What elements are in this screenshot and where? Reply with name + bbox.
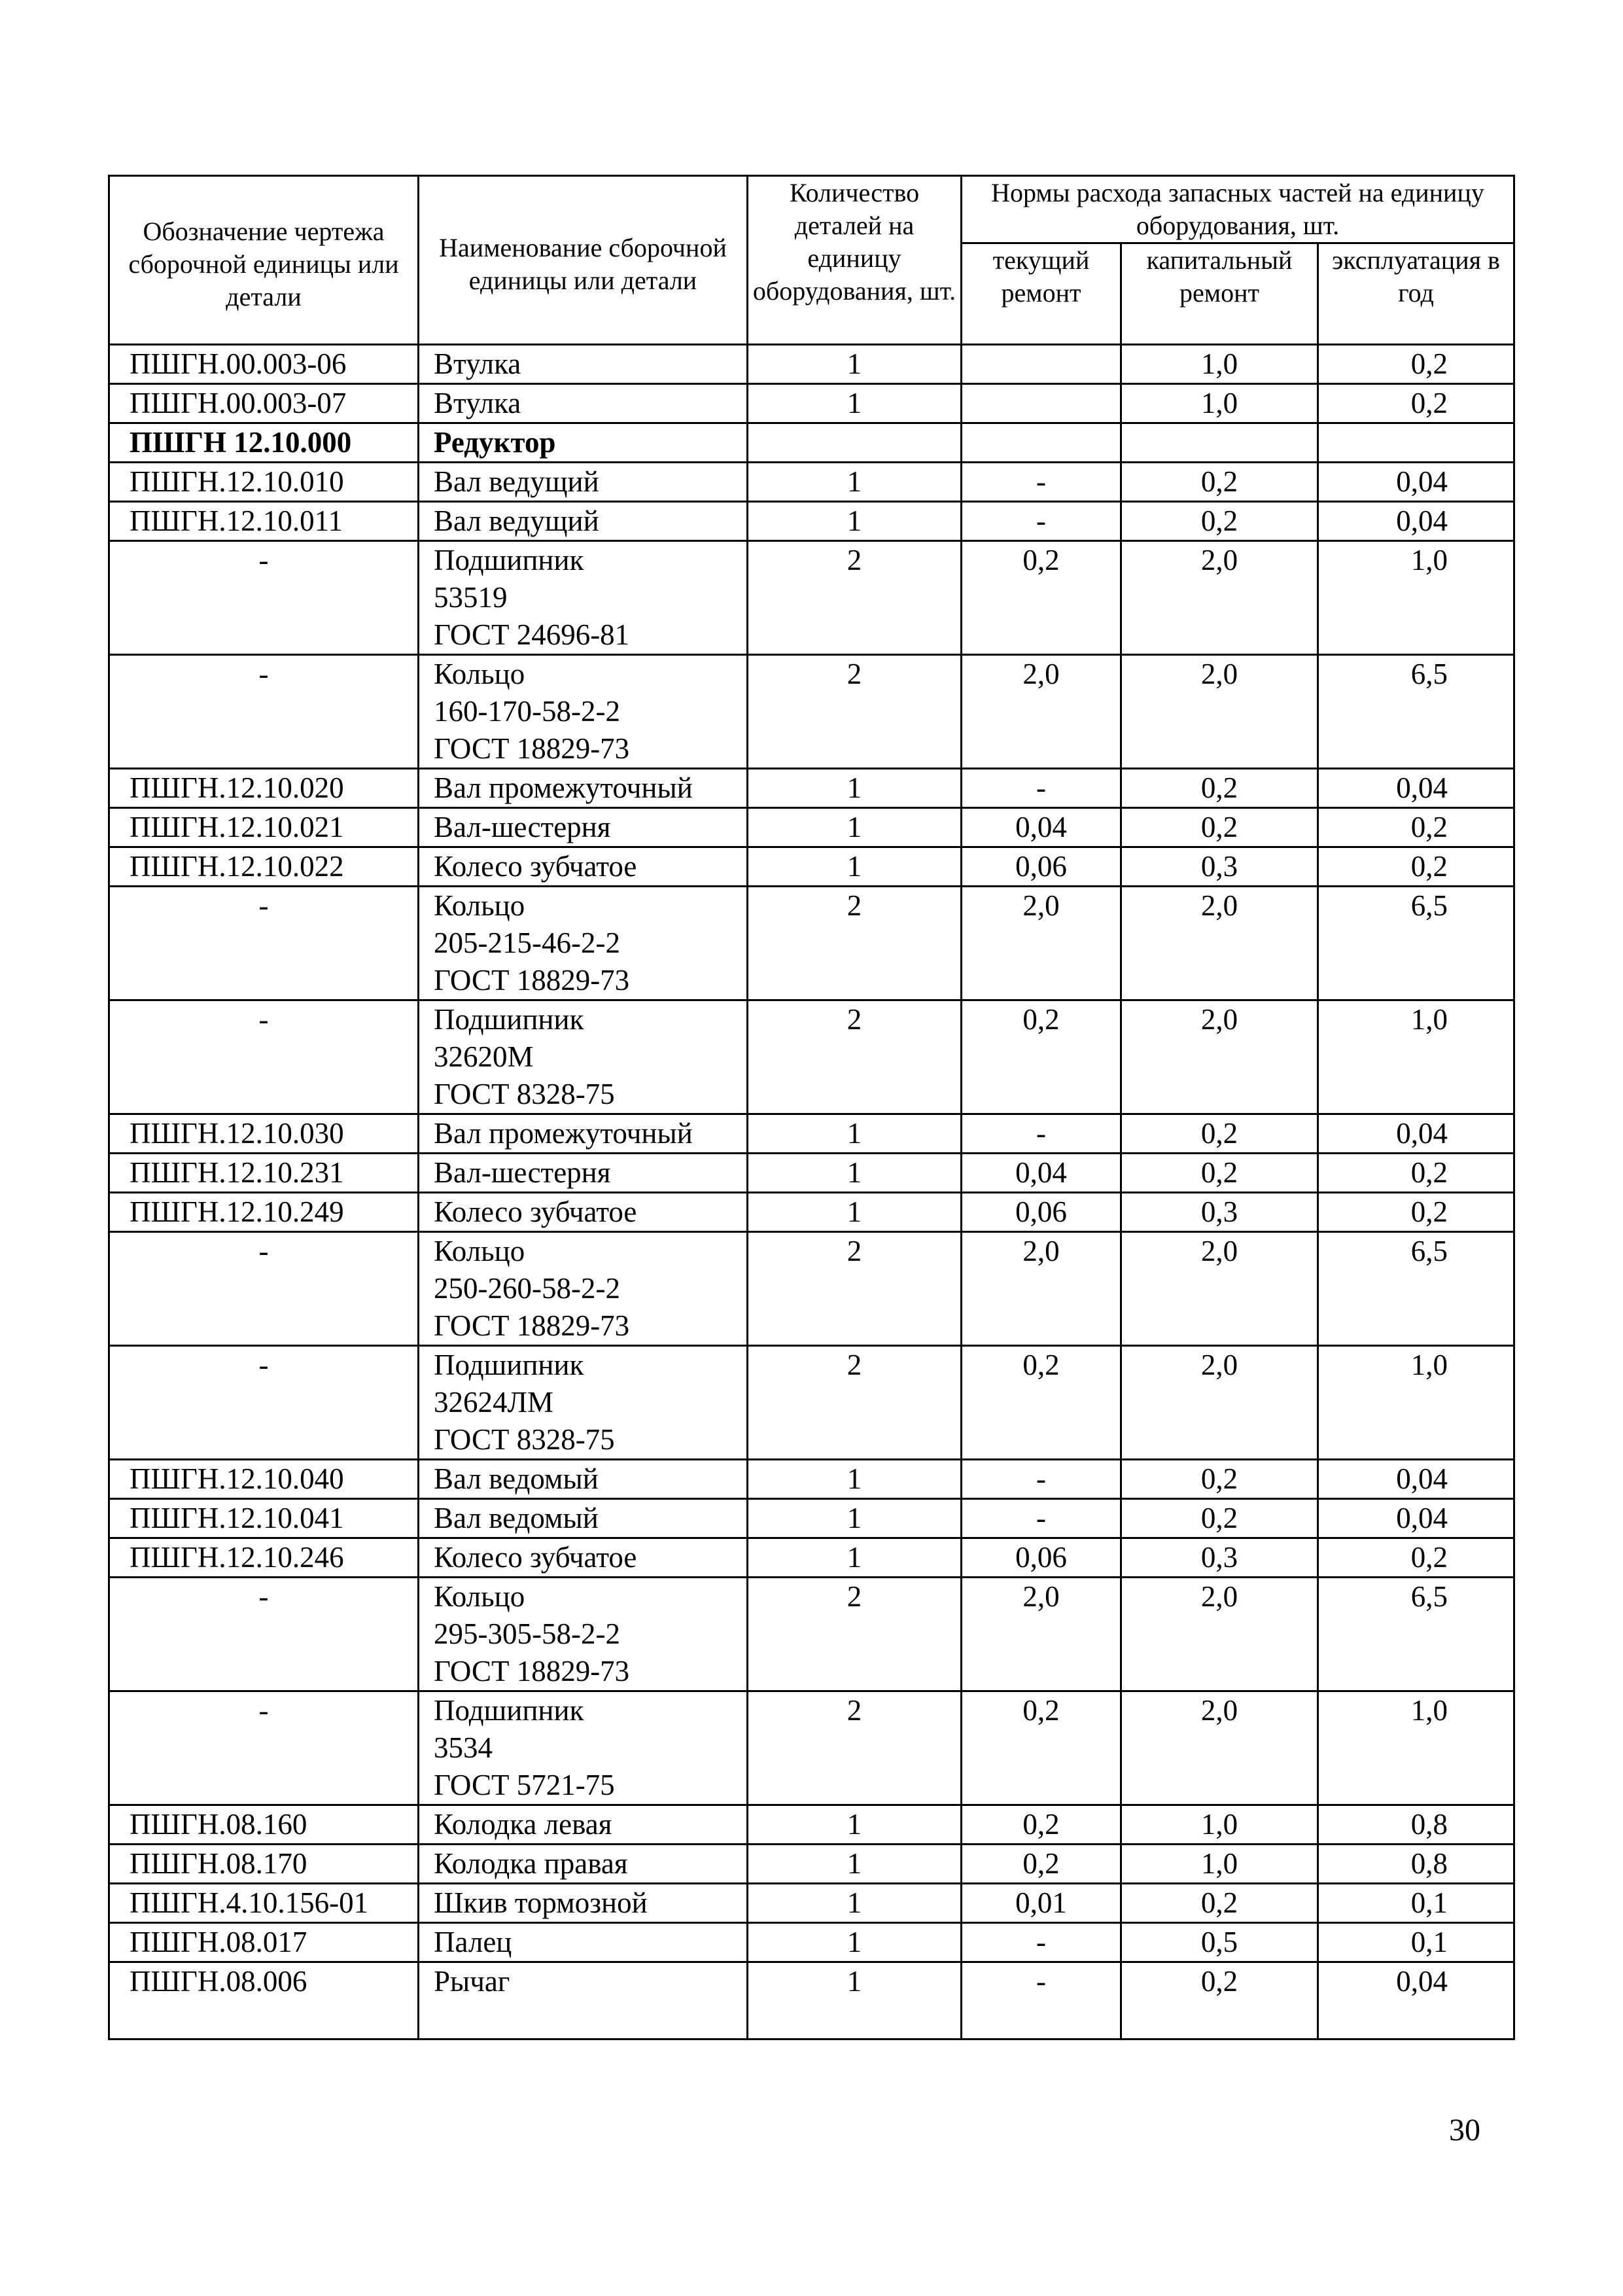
item-name-cell	[419, 1499, 748, 1538]
item-name-cell	[419, 384, 748, 423]
item-name-line: Колесо зубчатое	[434, 850, 637, 883]
quantity-cell: 1	[748, 1499, 962, 1538]
item-name-cell	[419, 1805, 748, 1845]
table-body	[109, 345, 1514, 2040]
operation-per-year-cell: 1,0	[1318, 541, 1514, 655]
item-name-line: 250-260-58-2-2	[434, 1272, 620, 1305]
current-repair-cell: 0,2	[962, 1000, 1121, 1114]
quantity-cell: 2	[748, 541, 962, 655]
capital-repair-cell: 0,2	[1121, 1884, 1318, 1923]
drawing-code-cell: -	[109, 655, 419, 769]
drawing-code-cell: ПШГН.12.10.021	[109, 808, 419, 847]
capital-repair-cell: 2,0	[1121, 1000, 1318, 1114]
item-name-cell	[419, 887, 748, 1000]
quantity-cell: 1	[748, 847, 962, 887]
header-item-name: Наименование сборочной единицы или детали	[419, 176, 748, 345]
current-repair-cell: 0,2	[962, 1691, 1121, 1805]
item-name-line: Кольцо	[434, 889, 525, 922]
item-name-line: 205-215-46-2-2	[434, 927, 620, 959]
drawing-code-cell: ПШГН 12.10.000	[109, 423, 419, 463]
capital-repair-cell: 2,0	[1121, 887, 1318, 1000]
item-name-line: Подшипник	[434, 1349, 584, 1381]
drawing-code-cell: ПШГН.00.003-06	[109, 345, 419, 384]
current-repair-cell	[962, 384, 1121, 423]
quantity-cell: 2	[748, 1000, 962, 1114]
item-name-line: Кольцо	[434, 658, 525, 690]
operation-per-year-cell: 1,0	[1318, 1000, 1514, 1114]
operation-per-year-cell: 0,04	[1318, 1114, 1514, 1154]
item-name-cell	[419, 345, 748, 384]
drawing-code-cell: ПШГН.08.160	[109, 1805, 419, 1845]
item-name-line: ГОСТ 18829-73	[434, 732, 630, 765]
table-row	[109, 1845, 1514, 1884]
item-name-cell	[419, 1845, 748, 1884]
table-row	[109, 384, 1514, 423]
drawing-code-cell: ПШГН.12.10.030	[109, 1114, 419, 1154]
item-name-line: Колесо зубчатое	[434, 1541, 637, 1574]
current-repair-cell: 0,2	[962, 1346, 1121, 1460]
quantity-cell: 2	[748, 1691, 962, 1805]
item-name-line: Подшипник	[434, 1694, 584, 1727]
item-name-line: ГОСТ 18829-73	[434, 1655, 630, 1687]
current-repair-cell: -	[962, 1962, 1121, 2040]
table-row	[109, 1232, 1514, 1346]
operation-per-year-cell: 0,04	[1318, 463, 1514, 502]
item-name-line: Вал промежуточный	[434, 771, 693, 804]
drawing-code-cell: -	[109, 1346, 419, 1460]
item-name-cell	[419, 1346, 748, 1460]
drawing-code-cell: -	[109, 887, 419, 1000]
item-name-line: Вал ведущий	[434, 465, 599, 498]
item-name-line: Рычаг	[434, 1965, 510, 1998]
operation-per-year-cell: 0,2	[1318, 1193, 1514, 1232]
item-name-line: 53519	[434, 581, 508, 614]
capital-repair-cell: 0,3	[1121, 1193, 1318, 1232]
table-row	[109, 1962, 1514, 2040]
capital-repair-cell: 2,0	[1121, 655, 1318, 769]
operation-per-year-cell: 0,2	[1318, 345, 1514, 384]
capital-repair-cell: 2,0	[1121, 541, 1318, 655]
item-name-line: Подшипник	[434, 544, 584, 576]
current-repair-cell: 2,0	[962, 1232, 1121, 1346]
drawing-code-cell: ПШГН.12.10.231	[109, 1154, 419, 1193]
table-row	[109, 1884, 1514, 1923]
drawing-code-cell: ПШГН.12.10.040	[109, 1460, 419, 1499]
quantity-cell: 2	[748, 887, 962, 1000]
operation-per-year-cell: 0,1	[1318, 1923, 1514, 1962]
current-repair-cell: -	[962, 769, 1121, 808]
drawing-code-cell: -	[109, 1232, 419, 1346]
drawing-code-cell: ПШГН.12.10.011	[109, 502, 419, 541]
current-repair-cell: 0,2	[962, 541, 1121, 655]
item-name-cell	[419, 1000, 748, 1114]
item-name-cell	[419, 423, 748, 463]
item-name-line: 3534	[434, 1731, 493, 1764]
current-repair-cell: -	[962, 1499, 1121, 1538]
capital-repair-cell: 2,0	[1121, 1232, 1318, 1346]
operation-per-year-cell: 0,04	[1318, 1962, 1514, 2040]
quantity-cell: 1	[748, 1154, 962, 1193]
drawing-code-cell: ПШГН.12.10.041	[109, 1499, 419, 1538]
capital-repair-cell: 0,2	[1121, 808, 1318, 847]
item-name-line: Колесо зубчатое	[434, 1195, 637, 1228]
operation-per-year-cell: 1,0	[1318, 1691, 1514, 1805]
item-name-cell	[419, 1691, 748, 1805]
item-name-line: Колодка левая	[434, 1808, 612, 1841]
item-name-cell	[419, 1154, 748, 1193]
capital-repair-cell: 0,2	[1121, 1460, 1318, 1499]
item-name-cell	[419, 541, 748, 655]
drawing-code-cell: ПШГН.12.10.022	[109, 847, 419, 887]
table-row	[109, 463, 1514, 502]
quantity-cell: 2	[748, 1346, 962, 1460]
quantity-cell: 2	[748, 1578, 962, 1691]
item-name-line: Вал промежуточный	[434, 1117, 693, 1150]
item-name-line: Шкив тормозной	[434, 1886, 648, 1919]
current-repair-cell: 0,2	[962, 1805, 1121, 1845]
item-name-line: Кольцо	[434, 1235, 525, 1267]
table-row	[109, 1923, 1514, 1962]
quantity-cell: 1	[748, 1845, 962, 1884]
current-repair-cell: 0,01	[962, 1884, 1121, 1923]
drawing-code-cell: ПШГН.12.10.010	[109, 463, 419, 502]
header-capital-repair: капитальный ремонт	[1121, 243, 1318, 345]
header-consumption-norms: Нормы расхода запасных частей на единицу оборудования, шт.	[962, 176, 1514, 243]
quantity-cell: 1	[748, 1962, 962, 2040]
table-row	[109, 808, 1514, 847]
current-repair-cell: 0,06	[962, 1538, 1121, 1578]
item-name-line: Втулка	[434, 387, 521, 419]
item-name-line: 32620М	[434, 1040, 534, 1073]
operation-per-year-cell: 0,2	[1318, 847, 1514, 887]
capital-repair-cell	[1121, 423, 1318, 463]
capital-repair-cell: 0,2	[1121, 502, 1318, 541]
drawing-code-cell: -	[109, 541, 419, 655]
item-name-line: ГОСТ 24696-81	[434, 618, 630, 651]
table-row	[109, 1805, 1514, 1845]
table-row	[109, 769, 1514, 808]
item-name-cell	[419, 769, 748, 808]
quantity-cell: 1	[748, 345, 962, 384]
header-quantity: Количество деталей на единицу оборудования, шт.	[748, 176, 962, 345]
operation-per-year-cell: 0,2	[1318, 384, 1514, 423]
drawing-code-cell: ПШГН.08.170	[109, 1845, 419, 1884]
item-name-line: ГОСТ 5721-75	[434, 1769, 615, 1801]
item-name-cell	[419, 847, 748, 887]
current-repair-cell: 0,2	[962, 1845, 1121, 1884]
capital-repair-cell: 1,0	[1121, 1805, 1318, 1845]
capital-repair-cell: 0,2	[1121, 1154, 1318, 1193]
drawing-code-cell: -	[109, 1691, 419, 1805]
item-name-cell	[419, 1578, 748, 1691]
item-name-cell	[419, 463, 748, 502]
drawing-code-cell: ПШГН.12.10.020	[109, 769, 419, 808]
table-row	[109, 655, 1514, 769]
quantity-cell: 2	[748, 655, 962, 769]
quantity-cell: 2	[748, 1232, 962, 1346]
quantity-cell: 1	[748, 1923, 962, 1962]
item-name-line: Кольцо	[434, 1580, 525, 1613]
operation-per-year-cell: 0,2	[1318, 808, 1514, 847]
item-name-cell	[419, 1460, 748, 1499]
capital-repair-cell: 0,5	[1121, 1923, 1318, 1962]
quantity-cell: 1	[748, 1805, 962, 1845]
operation-per-year-cell	[1318, 423, 1514, 463]
table-row	[109, 1460, 1514, 1499]
item-name-line: Палец	[434, 1926, 512, 1958]
item-name-line: 32624ЛМ	[434, 1386, 554, 1419]
item-name-cell	[419, 1884, 748, 1923]
current-repair-cell: 0,04	[962, 1154, 1121, 1193]
item-name-line: 160-170-58-2-2	[434, 695, 620, 728]
item-name-cell	[419, 1962, 748, 2040]
item-name-line: ГОСТ 18829-73	[434, 964, 630, 997]
capital-repair-cell: 0,2	[1121, 1962, 1318, 2040]
drawing-code-cell: ПШГН.00.003-07	[109, 384, 419, 423]
table-row	[109, 1691, 1514, 1805]
table-row	[109, 1000, 1514, 1114]
operation-per-year-cell: 0,2	[1318, 1154, 1514, 1193]
table-row	[109, 847, 1514, 887]
header-current-repair: текущий ремонт	[962, 243, 1121, 345]
item-name-line: ГОСТ 8328-75	[434, 1423, 615, 1456]
capital-repair-cell: 2,0	[1121, 1346, 1318, 1460]
operation-per-year-cell: 0,8	[1318, 1845, 1514, 1884]
drawing-code-cell: ПШГН.08.017	[109, 1923, 419, 1962]
drawing-code-cell: ПШГН.4.10.156-01	[109, 1884, 419, 1923]
capital-repair-cell: 1,0	[1121, 345, 1318, 384]
table-row	[109, 1193, 1514, 1232]
current-repair-cell: 0,06	[962, 1193, 1121, 1232]
current-repair-cell: 0,04	[962, 808, 1121, 847]
item-name-cell	[419, 1193, 748, 1232]
item-name-line: Вал ведомый	[434, 1502, 599, 1534]
drawing-code-cell: ПШГН.12.10.249	[109, 1193, 419, 1232]
item-name-cell	[419, 1114, 748, 1154]
capital-repair-cell: 1,0	[1121, 1845, 1318, 1884]
operation-per-year-cell: 0,04	[1318, 1499, 1514, 1538]
current-repair-cell: -	[962, 502, 1121, 541]
capital-repair-cell: 2,0	[1121, 1691, 1318, 1805]
item-name-cell	[419, 1538, 748, 1578]
item-name-line: ГОСТ 8328-75	[434, 1078, 615, 1110]
item-name-cell	[419, 1923, 748, 1962]
current-repair-cell: 2,0	[962, 887, 1121, 1000]
operation-per-year-cell: 0,2	[1318, 1538, 1514, 1578]
table-row	[109, 1154, 1514, 1193]
quantity-cell: 1	[748, 502, 962, 541]
operation-per-year-cell: 0,04	[1318, 502, 1514, 541]
table-row	[109, 541, 1514, 655]
item-name-line: Колодка правая	[434, 1847, 628, 1880]
table-row	[109, 1538, 1514, 1578]
quantity-cell: 1	[748, 384, 962, 423]
header-operation-per-year: эксплуатация в год	[1318, 243, 1514, 345]
operation-per-year-cell: 6,5	[1318, 1578, 1514, 1691]
operation-per-year-cell: 6,5	[1318, 887, 1514, 1000]
capital-repair-cell: 0,2	[1121, 1114, 1318, 1154]
item-name-line: Вал-шестерня	[434, 1156, 611, 1189]
current-repair-cell: 2,0	[962, 1578, 1121, 1691]
drawing-code-cell: ПШГН.08.006	[109, 1962, 419, 2040]
quantity-cell: 1	[748, 1193, 962, 1232]
table-row	[109, 1114, 1514, 1154]
spare-parts-table	[108, 175, 1515, 2040]
operation-per-year-cell: 6,5	[1318, 655, 1514, 769]
drawing-code-cell: -	[109, 1000, 419, 1114]
quantity-cell: 1	[748, 1114, 962, 1154]
drawing-code-cell: -	[109, 1578, 419, 1691]
item-name-line: Вал-шестерня	[434, 811, 611, 843]
quantity-cell: 1	[748, 1460, 962, 1499]
quantity-cell: 1	[748, 1884, 962, 1923]
capital-repair-cell: 0,2	[1121, 463, 1318, 502]
item-name-line: Вал ведомый	[434, 1462, 599, 1495]
table-row	[109, 1578, 1514, 1691]
current-repair-cell	[962, 345, 1121, 384]
table-row	[109, 1499, 1514, 1538]
table-row	[109, 345, 1514, 384]
drawing-code-cell: ПШГН.12.10.246	[109, 1538, 419, 1578]
current-repair-cell: 0,06	[962, 847, 1121, 887]
item-name-line: Втулка	[434, 347, 521, 380]
item-name-line: 295-305-58-2-2	[434, 1617, 620, 1650]
table-row	[109, 423, 1514, 463]
operation-per-year-cell: 0,1	[1318, 1884, 1514, 1923]
quantity-cell	[748, 423, 962, 463]
item-name-line: Редуктор	[434, 426, 556, 459]
capital-repair-cell: 0,3	[1121, 1538, 1318, 1578]
quantity-cell: 1	[748, 808, 962, 847]
current-repair-cell: 2,0	[962, 655, 1121, 769]
current-repair-cell: -	[962, 1923, 1121, 1962]
current-repair-cell: -	[962, 1114, 1121, 1154]
operation-per-year-cell: 0,04	[1318, 1460, 1514, 1499]
page-number: 30	[1449, 2113, 1480, 2147]
current-repair-cell: -	[962, 463, 1121, 502]
operation-per-year-cell: 0,04	[1318, 769, 1514, 808]
item-name-line: ГОСТ 18829-73	[434, 1309, 630, 1342]
operation-per-year-cell: 6,5	[1318, 1232, 1514, 1346]
capital-repair-cell: 0,2	[1121, 769, 1318, 808]
capital-repair-cell: 2,0	[1121, 1578, 1318, 1691]
quantity-cell: 1	[748, 463, 962, 502]
quantity-cell: 1	[748, 769, 962, 808]
item-name-line: Вал ведущий	[434, 504, 599, 537]
item-name-cell	[419, 808, 748, 847]
operation-per-year-cell: 1,0	[1318, 1346, 1514, 1460]
item-name-cell	[419, 1232, 748, 1346]
current-repair-cell	[962, 423, 1121, 463]
operation-per-year-cell: 0,8	[1318, 1805, 1514, 1845]
capital-repair-cell: 0,2	[1121, 1499, 1318, 1538]
table-row	[109, 1346, 1514, 1460]
table-row	[109, 887, 1514, 1000]
quantity-cell: 1	[748, 1538, 962, 1578]
capital-repair-cell: 0,3	[1121, 847, 1318, 887]
item-name-line: Подшипник	[434, 1003, 584, 1036]
current-repair-cell: -	[962, 1460, 1121, 1499]
item-name-cell	[419, 655, 748, 769]
header-drawing-code: Обозначение чертежа сборочной единицы или детали	[109, 176, 419, 345]
capital-repair-cell: 1,0	[1121, 384, 1318, 423]
item-name-cell	[419, 502, 748, 541]
table-row	[109, 502, 1514, 541]
